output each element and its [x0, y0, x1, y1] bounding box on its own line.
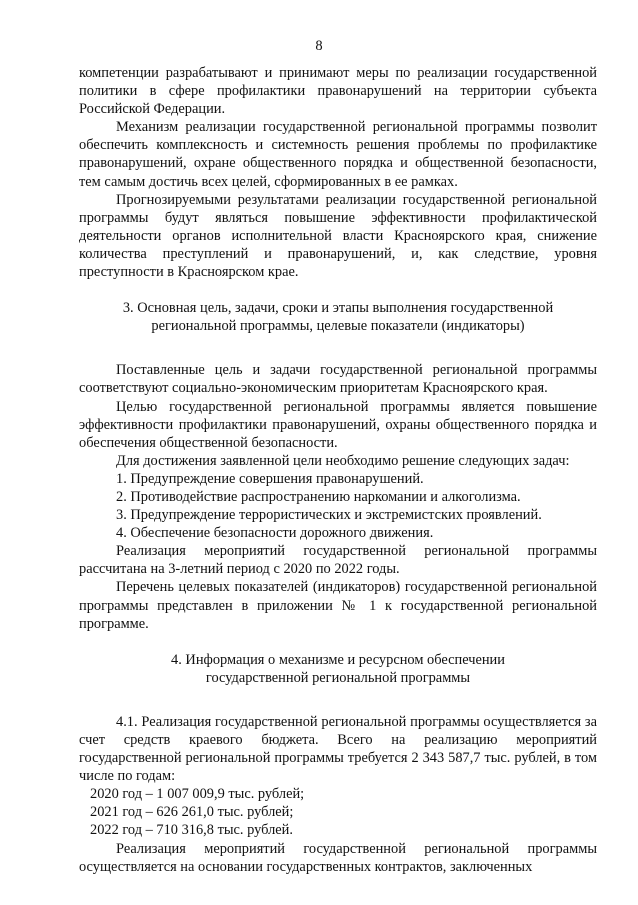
paragraph-4-1-funding: 4.1. Реализация государственной региональной программы осуществляется за счет средств краевого бюджета. Всего на реализацию мероприятий государственной региональной программы требуется 2 343 587,7 тыс. рублей, в том числе по годам: — [79, 713, 597, 785]
paragraph-competences: компетенции разрабатывают и принимают меры по реализации государственной политики в сфере профилактики правонарушений на территории субъекта Российской Федерации. — [79, 65, 597, 118]
task-item-2: 2. Противодействие распространению наркомании и алкоголизма. — [116, 488, 521, 505]
paragraph-goals: Поставленные цель и задачи государственной региональной программы соответствуют социально-экономическим приоритетам Красноярского края. — [79, 362, 597, 397]
section-3-heading-line-1: 3. Основная цель, задачи, сроки и этапы выполнения государственной — [122, 300, 554, 317]
paragraph-expected-results: Прогнозируемыми результатами реализации государственной региональной программы будут являться повышение эффективности профилактической деятельности органов исполнительной власти Красноярского края, снижение количества преступлений и правонарушений, и, как следствие, уровня преступности в Красноярском крае. — [79, 191, 597, 281]
section-3-heading-line-2: региональной программы, целевые показатели (индикаторы) — [151, 318, 525, 335]
task-item-1: 1. Предупреждение совершения правонарушений. — [116, 470, 424, 487]
section-4-heading-line-2: государственной региональной программы — [205, 669, 471, 686]
section-4-heading-line-1: 4. Информация о механизме и ресурсном обеспечении — [171, 651, 505, 668]
document-body — [79, 64, 597, 876]
funding-year-2020: 2020 год – 1 007 009,9 тыс. рублей; — [90, 786, 305, 803]
funding-by-year-list — [79, 785, 597, 839]
task-item-4: 4. Обеспечение безопасности дорожного движения. — [116, 525, 434, 542]
paragraph-aim: Целью государственной региональной программы является повышение эффективности профилактики правонарушений, охраны общественного порядка и обеспечения общественной безопасности. — [79, 398, 597, 451]
paragraph-period: Реализация мероприятий государственной региональной программы рассчитана на 3-летний период с 2020 по 2022 годы. — [79, 543, 597, 578]
task-list — [79, 470, 597, 542]
page-number: 8 — [315, 38, 323, 54]
paragraph-mechanism: Механизм реализации государственной региональной программы позволит обеспечить комплексность и системность решения проблемы по профилактике правонарушений, охране общественного порядка и общественной безопасности, тем самым достичь всех целей, сформированных в ее рамках. — [79, 119, 597, 190]
section-4-heading — [79, 651, 597, 687]
section-3-heading — [79, 299, 597, 335]
paragraph-indicators: Перечень целевых показателей (индикаторов) государственной региональной программы представлен в приложении № 1 к государственной региональной программе. — [79, 579, 597, 632]
paragraph-contracts: Реализация мероприятий государственной региональной программы осуществляется на основании государственных контрактов, заключенных — [79, 840, 597, 875]
funding-year-2021: 2021 год – 626 261,0 тыс. рублей; — [90, 804, 294, 821]
funding-year-2022: 2022 год – 710 316,8 тыс. рублей. — [90, 822, 293, 839]
paragraph-tasks-intro: Для достижения заявленной цели необходимо решение следующих задач: — [116, 452, 570, 469]
task-item-3: 3. Предупреждение террористических и экстремистских проявлений. — [116, 507, 542, 524]
